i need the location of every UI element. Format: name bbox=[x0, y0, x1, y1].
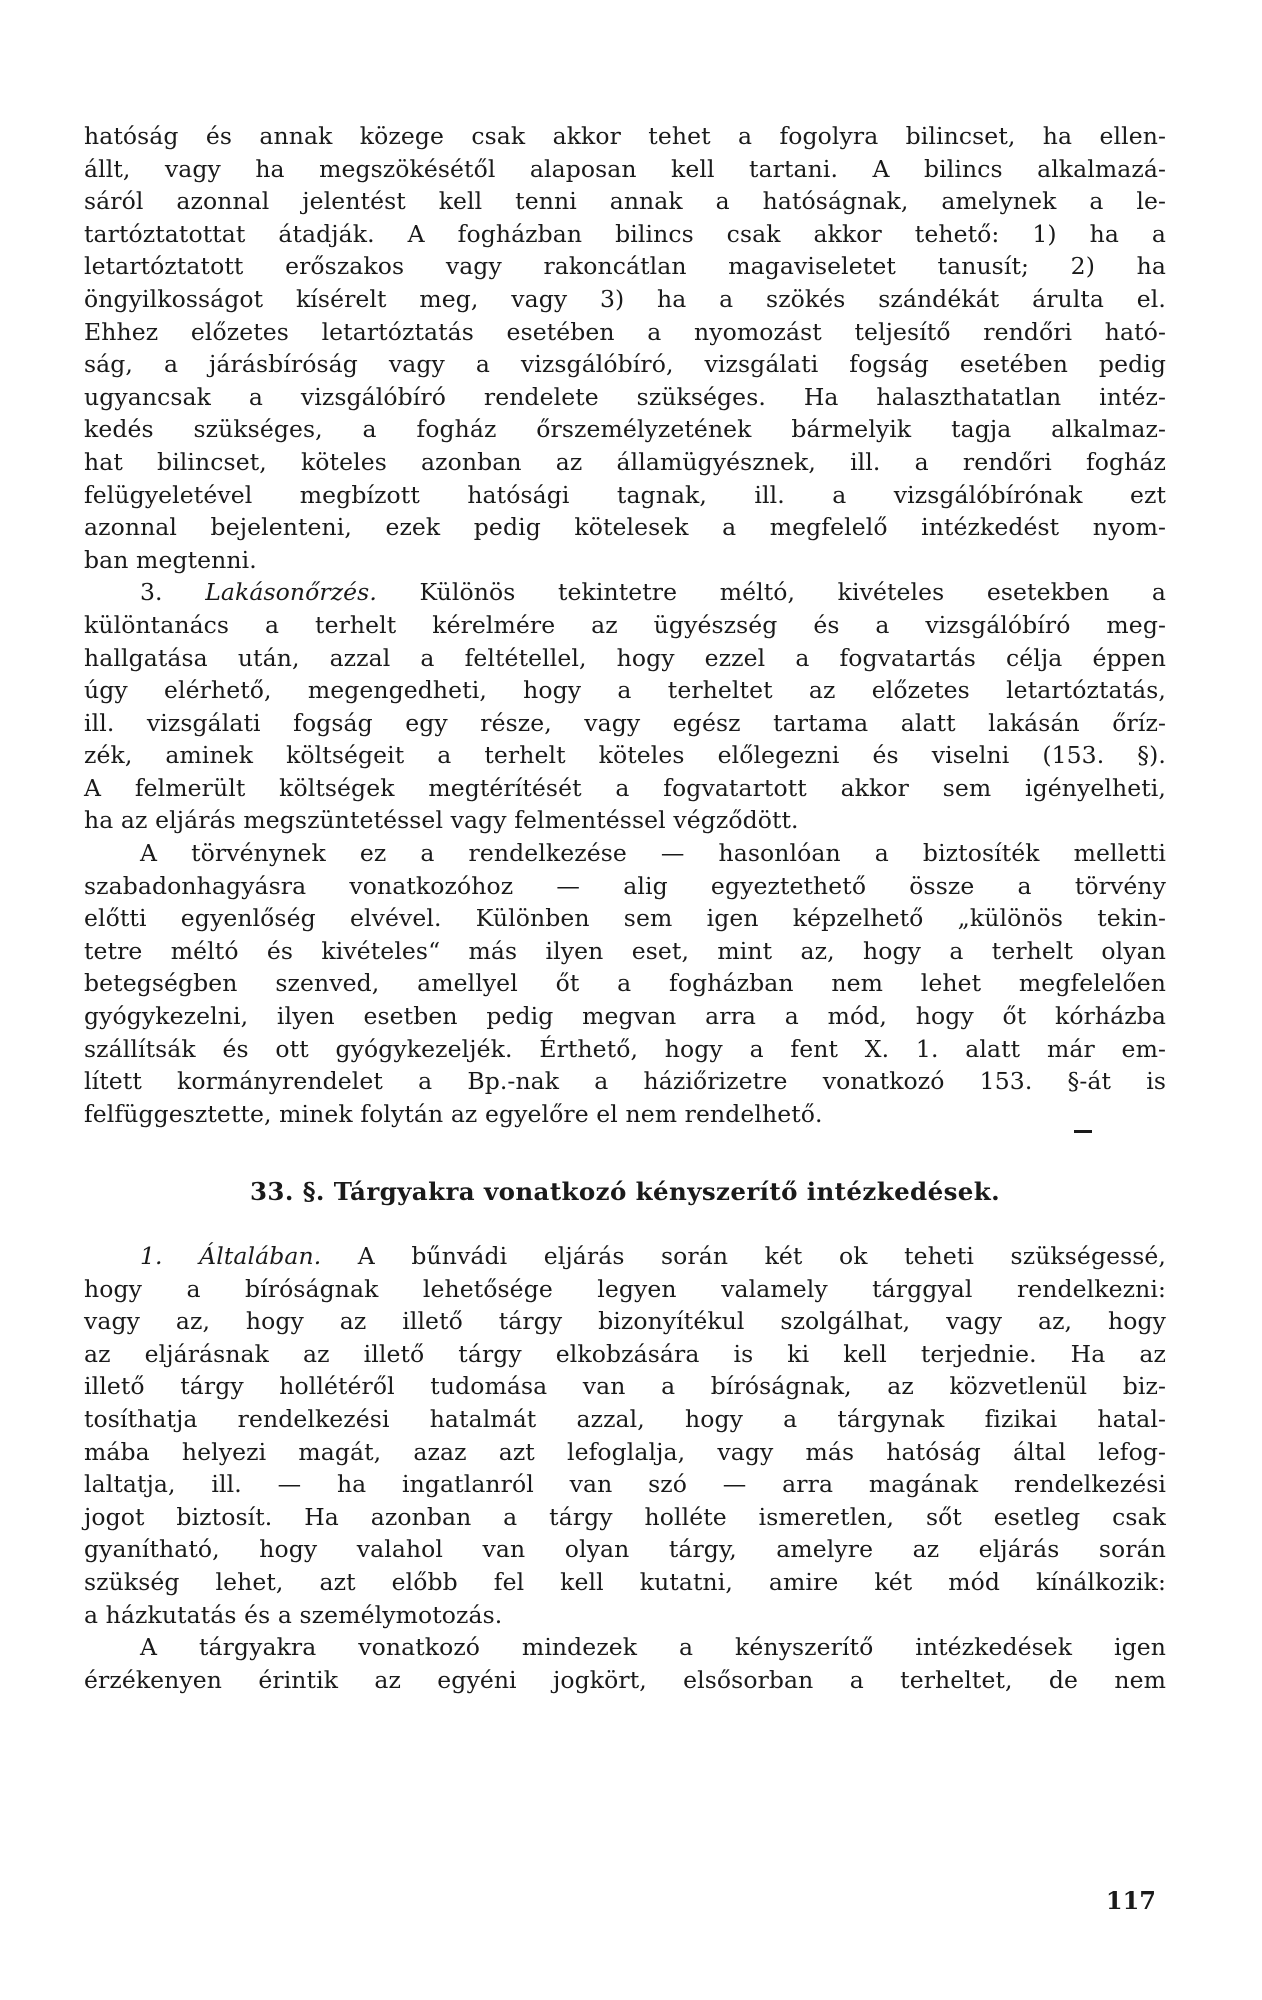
text-line: A törvénynek ez a rendelkezése — hasonlóan a biztosíték melletti bbox=[140, 839, 1166, 868]
text-line: öngyilkosságot kísérelt meg, vagy 3) ha a szökés szándékát árulta el. bbox=[84, 284, 1166, 313]
paragraph-number: 3. bbox=[140, 578, 163, 607]
paragraph-lakasonorzes-first-line bbox=[84, 576, 1166, 609]
text-line: különtanács a terhelt kérelmére az ügyészség és a vizsgálóbíró meg- bbox=[84, 610, 1166, 639]
section-heading: 33. §. Tárgyakra vonatkozó kényszerítő intézkedések. bbox=[249, 1177, 1001, 1206]
text-line: Ehhez előzetes letartóztatás esetében a nyomozást teljesítő rendőri ható- bbox=[84, 317, 1166, 346]
text-line: ill. vizsgálati fogság egy része, vagy egész tartama alatt lakásán őríz- bbox=[84, 708, 1166, 737]
text-line: lített kormányrendelet a Bp.-nak a háziőrizetre vonatkozó 153. §-át is bbox=[84, 1067, 1166, 1096]
text-line: gyógykezelni, ilyen esetben pedig megvan arra a mód, hogy őt kórházba bbox=[84, 1002, 1166, 1031]
text-line: letartóztatott erőszakos vagy rakoncátlan magaviseletet tanusít; 2) ha bbox=[84, 252, 1166, 281]
text-line: A tárgyakra vonatkozó mindezek a kényszerítő intézkedések igen bbox=[140, 1633, 1166, 1662]
text-line: mába helyezi magát, azaz azt lefoglalja, vagy más hatóság által lefog- bbox=[84, 1437, 1166, 1466]
text-line: zék, aminek költségeit a terhelt köteles előlegezni és viselni (153. §). bbox=[84, 741, 1166, 770]
text-line: a házkutatás és a személymotozás. bbox=[84, 1600, 503, 1629]
paragraph-title: Lakásonőrzés. bbox=[205, 578, 377, 607]
text-line: tetre méltó és kivételes“ más ilyen eset, mint az, hogy a terhelt olyan bbox=[84, 936, 1166, 965]
text-line: az eljárásnak az illető tárgy elkobzására is ki kell terjednie. Ha az bbox=[84, 1339, 1166, 1368]
text-line: hogy a bíróságnak lehetősége legyen valamely tárggyal rendelkezni: bbox=[84, 1274, 1166, 1303]
text-line: tartóztatottat átadják. A fogházban bilincs csak akkor tehető: 1) ha a bbox=[84, 219, 1166, 248]
text-line: felfüggesztette, minek folytán az egyelőre el nem rendelhető. bbox=[84, 1099, 823, 1128]
text-line: úgy elérhető, megengedheti, hogy a terheltet az előzetes letartóztatás, bbox=[84, 676, 1166, 705]
paragraph-text: A bűnvádi eljárás során két ok teheti szükségessé, bbox=[357, 1242, 1166, 1270]
text-line: ság, a járásbíróság vagy a vizsgálóbíró, vizsgálati fogság esetében pedig bbox=[84, 350, 1166, 379]
text-line: sáról azonnal jelentést kell tenni annak a hatóságnak, amelynek a le- bbox=[84, 187, 1166, 216]
text-line: hatóság és annak közege csak akkor tehet a fogolyra bilincset, ha ellen- bbox=[84, 122, 1166, 150]
text-line: tosíthatja rendelkezési hatalmát azzal, hogy a tárgynak fizikai hatal- bbox=[84, 1404, 1166, 1433]
page-number: 117 bbox=[1105, 1886, 1156, 1915]
text-line: jogot biztosít. Ha azonban a tárgy holléte ismeretlen, sőt esetleg csak bbox=[84, 1502, 1166, 1531]
text-line: érzékenyen érintik az egyéni jogkört, elsősorban a terheltet, de nem bbox=[84, 1665, 1166, 1694]
text-line: laltatja, ill. — ha ingatlanról van szó — arra magának rendelkezési bbox=[84, 1470, 1166, 1499]
text-line: A felmerült költségek megtérítését a fogvatartott akkor sem igényelheti, bbox=[84, 773, 1166, 802]
text-line: azonnal bejelenteni, ezek pedig kötelesek a megfelelő intézkedést nyom- bbox=[84, 513, 1166, 542]
text-line: szállítsák és ott gyógykezeljék. Érthető, hogy a fent X. 1. alatt már em- bbox=[84, 1034, 1166, 1063]
text-line: hat bilincset, köteles azonban az államügyésznek, ill. a rendőri fogház bbox=[84, 447, 1166, 476]
text-line: előtti egyenlőség elvével. Különben sem igen képzelhető „különös tekin- bbox=[84, 904, 1166, 933]
text-block-bilincs bbox=[84, 120, 1166, 1130]
text-line: szabadonhagyásra vonatkozóhoz — alig egyeztethető össze a törvény bbox=[84, 871, 1166, 900]
text-line: felügyeletével megbízott hatósági tagnak, ill. a vizsgálóbírónak ezt bbox=[84, 480, 1166, 509]
text-line: ban megtenni. bbox=[84, 545, 257, 574]
text-line: szükség lehet, azt előbb fel kell kutatni, amire két mód kínálkozik: bbox=[84, 1567, 1166, 1596]
text-line: vagy az, hogy az illető tárgy bizonyítékul szolgálhat, vagy az, hogy bbox=[84, 1307, 1166, 1336]
printed-dash-mark bbox=[1074, 1130, 1092, 1133]
paragraph-altalaban-first-line bbox=[84, 1240, 1166, 1273]
text-line: betegségben szenved, amellyel őt a fogházban nem lehet megfelelően bbox=[84, 969, 1166, 998]
text-block-targyak bbox=[84, 1240, 1166, 1696]
text-line: illető tárgy hollétéről tudomása van a bíróságnak, az közvetlenül biz- bbox=[84, 1372, 1166, 1401]
text-line: hallgatása után, azzal a feltétellel, hogy ezzel a fogvatartás célja éppen bbox=[84, 643, 1166, 672]
text-line: kedés szükséges, a fogház őrszemélyzetének bármelyik tagja alkalmaz- bbox=[84, 415, 1166, 444]
text-line: gyanítható, hogy valahol van olyan tárgy, amelyre az eljárás során bbox=[84, 1535, 1166, 1564]
text-line: ugyancsak a vizsgálóbíró rendelete szükséges. Ha halaszthatatlan intéz- bbox=[84, 382, 1166, 411]
text-line: ha az eljárás megszüntetéssel vagy felmentéssel végződött. bbox=[84, 806, 799, 835]
paragraph-text: Különös tekintetre méltó, kivételes esetekben a bbox=[419, 578, 1166, 607]
text-line: állt, vagy ha megszökésétől alaposan kell tartani. A bilincs alkalmazá- bbox=[84, 154, 1166, 183]
paragraph-title: Általában. bbox=[199, 1242, 322, 1270]
paragraph-number: 1. bbox=[140, 1242, 163, 1270]
